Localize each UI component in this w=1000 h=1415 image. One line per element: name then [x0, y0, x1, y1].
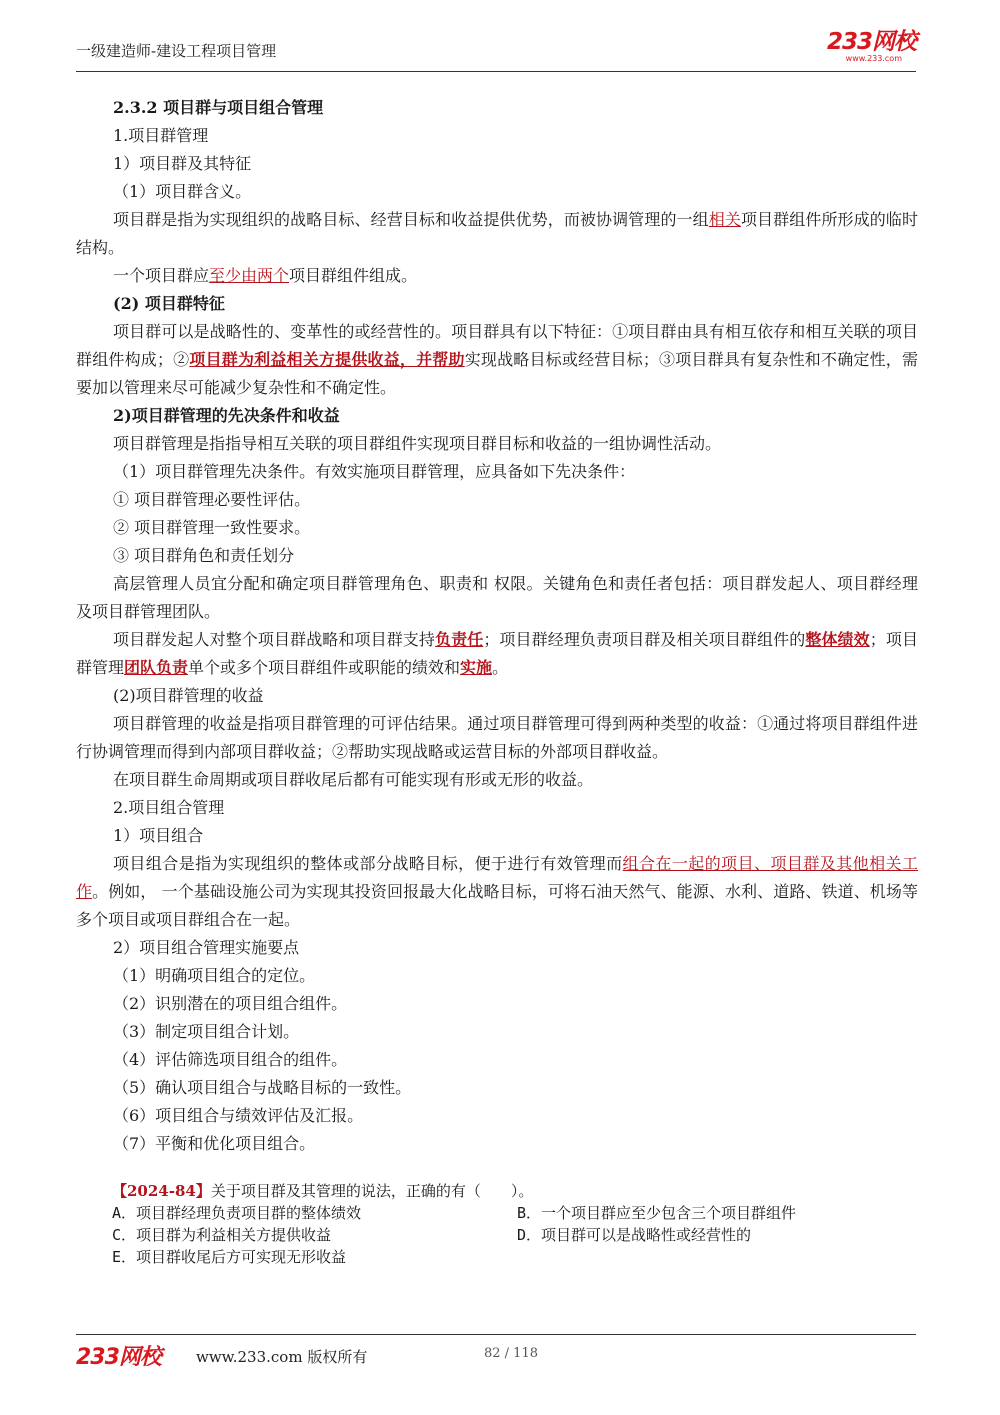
list-item: （2）识别潜在的项目组合组件。 [113, 994, 348, 1013]
option-e[interactable]: E．项目群收尾后方可实现无形收益 [112, 1248, 347, 1266]
question-stem [112, 1180, 918, 1202]
list-item: （6）项目组合与绩效评估及汇报。 [113, 1106, 364, 1125]
question-tag: 【2024-84】 [112, 1182, 211, 1200]
page-footer [76, 1340, 916, 1370]
subheading: 2)项目群管理的先决条件和收益 [113, 406, 340, 425]
question-text: 关于项目群及其管理的说法，正确的有（ ）。 [210, 1182, 534, 1200]
subheading: 1）项目组合 [113, 826, 204, 845]
footer-logo[interactable]: 233网校 [76, 1345, 161, 1370]
brand-logo[interactable] [827, 30, 916, 64]
list-item: （7）平衡和优化项目组合。 [113, 1134, 316, 1153]
page-number: 82 / 118 [484, 1346, 538, 1361]
page-header [76, 30, 916, 72]
subheading: (2)项目群管理的收益 [113, 686, 264, 705]
section-heading: 2.3.2 项目群与项目组合管理 [113, 98, 324, 117]
list-item: ③ 项目群角色和责任划分 [113, 546, 295, 565]
header-divider [76, 71, 916, 72]
list-item: （4）评估筛选项目组合的组件。 [113, 1050, 348, 1069]
list-item: ② 项目群管理一致性要求。 [113, 518, 311, 537]
subheading: 1.项目群管理 [113, 126, 209, 145]
highlight-text: 团队负责 [124, 658, 189, 677]
list-item: （1）项目群管理先决条件。有效实施项目群管理，应具备如下先决条件： [113, 462, 636, 481]
paragraph: 项目群可以是战略性的、变革性的或经营性的。项目群具有以下特征：①项目群由具有相互依存和相互关联的项目群组件构成；②项目群为利益相关方提供收益，并帮助实现战略目标或经营目标；③项目群具有复杂性和不确定性，需要加以管理来尽可能减少复杂性和不确定性。 [76, 322, 918, 397]
logo-url: www.233.com [845, 54, 902, 63]
subheading: (2) 项目群特征 [113, 294, 225, 313]
paragraph: 项目群管理的收益是指项目群管理的可评估结果。通过项目群管理可得到两种类型的收益：①通过将项目群组件进行协调管理而得到内部项目群收益；②帮助实现战略或运营目标的外部项目群收益。 [76, 714, 918, 761]
highlight-text: 实施 [460, 658, 493, 677]
paragraph: 项目群发起人对整个项目群战略和项目群支持负责任；项目群经理负责项目群及相关项目群组件的整体绩效；项目群管理团队负责单个或多个项目群组件或职能的绩效和实施。 [76, 630, 918, 677]
subheading: 1）项目群及其特征 [113, 154, 252, 173]
paragraph: 高层管理人员宜分配和确定项目群管理角色、职责和 权限。关键角色和责任者包括：项目群发起人、项目群经理及项目群管理团队。 [76, 574, 918, 621]
list-item: （5）确认项目组合与战略目标的一致性。 [113, 1078, 412, 1097]
subheading: 2.项目组合管理 [113, 798, 225, 817]
subheading: 2）项目组合管理实施要点 [113, 938, 300, 957]
highlight-text: 项目群为利益相关方提供收益，并帮助 [189, 350, 465, 369]
header-title: 一级建造师-建设工程项目管理 [76, 42, 277, 60]
paragraph: 项目群管理是指指导相互关联的项目群组件实现项目群目标和收益的一组协调性活动。 [113, 434, 722, 453]
footer-divider [76, 1334, 916, 1335]
exam-question [112, 1180, 918, 1268]
paragraph: 在项目群生命周期或项目群收尾后都有可能实现有形或无形的收益。 [113, 770, 594, 789]
highlight-text: 至少由两个 [209, 266, 290, 285]
option-b[interactable]: B．一个项目群应至少包含三个项目群组件 [517, 1204, 797, 1222]
copyright-text: www.233.com 版权所有 [196, 1348, 368, 1366]
option-c[interactable]: C．项目群为利益相关方提供收益 [112, 1226, 332, 1244]
paragraph: 项目群是指为实现组织的战略目标、经营目标和收益提供优势，而被协调管理的一组相关项目群组件所形成的临时结构。 [76, 210, 918, 257]
highlight-text: 组合在一起的项目、项目群及其他相关工作 [76, 854, 918, 901]
highlight-text: 相关 [708, 210, 741, 229]
document-body [76, 94, 918, 1158]
paragraph: 一个项目群应至少由两个项目群组件组成。 [113, 266, 418, 285]
highlight-text: 整体绩效 [805, 630, 870, 649]
list-item: ① 项目群管理必要性评估。 [113, 490, 311, 509]
option-d[interactable]: D．项目群可以是战略性或经营性的 [517, 1226, 752, 1244]
list-item: （1）项目群含义。 [113, 182, 252, 201]
highlight-text: 负责任 [435, 630, 484, 649]
option-a[interactable]: A．项目群经理负责项目群的整体绩效 [112, 1204, 362, 1222]
list-item: （3）制定项目组合计划。 [113, 1022, 300, 1041]
list-item: （1）明确项目组合的定位。 [113, 966, 316, 985]
paragraph: 项目组合是指为实现组织的整体或部分战略目标，便于进行有效管理而组合在一起的项目、项目群及其他相关工作。例如， 一个基础设施公司为实现其投资回报最大化战略目标，可将石油天然气、能源、水利、道路、铁道、机场等多个项目或项目群组合在一起。 [76, 854, 918, 929]
logo-text: 233网校 [826, 29, 916, 55]
